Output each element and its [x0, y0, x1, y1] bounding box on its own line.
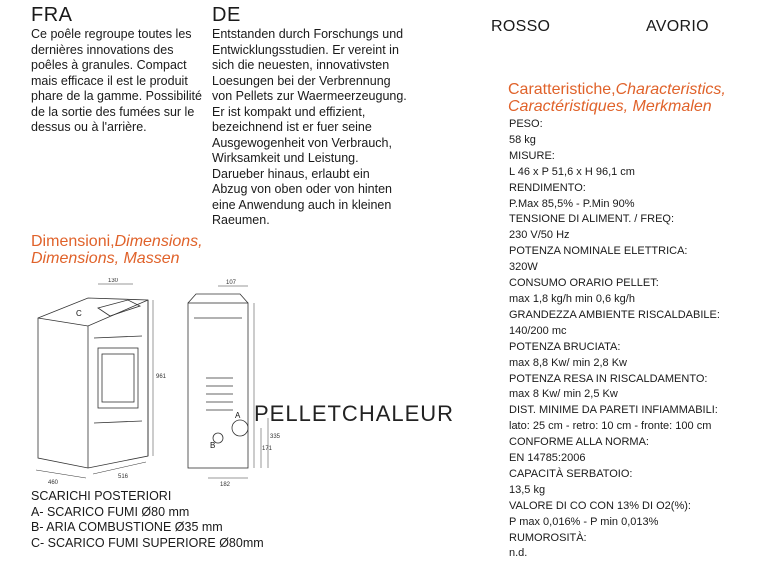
spec-value: max 8 Kw/ min 2,5 Kw	[509, 388, 618, 401]
spec-value: max 8,8 Kw/ min 2,8 Kw	[509, 356, 627, 369]
drawing-top-dimension: 130	[108, 278, 119, 284]
stove-panel-line	[94, 336, 142, 338]
german-line: Raeumen.	[212, 213, 270, 227]
french-text	[31, 27, 211, 136]
spec-label: CONSUMO ORARIO PELLET:	[509, 277, 659, 290]
color-rosso-label: ROSSO	[491, 18, 551, 35]
drawing-label-b: B	[210, 441, 216, 450]
scarichi-item: C- SCARICO FUMI SUPERIORE Ø80mm	[31, 535, 264, 550]
spec-value: P.Max 85,5% - P.Min 90%	[509, 197, 635, 210]
french-heading: FRA	[31, 4, 73, 26]
french-line: phare de la gamme. Possibilité	[31, 89, 202, 103]
spec-value: 13,5 kg	[509, 483, 546, 496]
spec-label: POTENZA BRUCIATA:	[509, 340, 621, 353]
german-text	[212, 27, 427, 229]
specs-list	[509, 117, 769, 562]
german-line: bezeichnend ist er fuer seine	[212, 120, 372, 134]
french-line: mais efficace il est le produit	[31, 73, 188, 88]
french-line: dernières innovations des	[31, 42, 174, 57]
dimensions-title-plain: Dimensioni,	[31, 233, 115, 250]
spec-label: POTENZA NOMINALE ELETTRICA:	[509, 245, 688, 258]
stove-panel-line	[94, 421, 142, 423]
spec-value: max 1,8 kg/h min 0,6 kg/h	[509, 292, 635, 305]
german-line: Entwicklungsstudien. Er vereint in	[212, 42, 399, 57]
color-avorio-label: AVORIO	[646, 18, 709, 35]
spec-value: 230 V/50 Hz	[509, 229, 570, 242]
german-line: eine Anwendung auch in kleinen	[212, 197, 392, 212]
french-line: poêles à granules. Compact	[31, 58, 187, 72]
characteristics-title	[508, 81, 726, 115]
spec-value: EN 14785:2006	[509, 452, 586, 465]
spec-label: TENSIONE DI ALIMENT. / FREQ:	[509, 213, 675, 226]
characteristics-title-line2: Caractéristiques, Merkmalen	[508, 98, 712, 115]
spec-value: P max 0,016% - P min 0,013%	[509, 515, 659, 528]
stove-glass-door	[98, 348, 138, 408]
depth-dimension-line	[93, 462, 146, 474]
scarichi-item: B- ARIA COMBUSTIONE Ø35 mm	[31, 520, 223, 534]
scarichi-item: A- SCARICO FUMI Ø80 mm	[31, 504, 190, 519]
exhaust-outlet-a	[232, 420, 248, 436]
german-line: Ausgewogenheit von Verbrauch,	[212, 135, 392, 150]
dimensions-title	[31, 233, 203, 267]
spec-value: 140/200 mc	[509, 324, 567, 337]
german-line: Er ist kompakt und effizient,	[212, 104, 366, 119]
rear-view-top	[188, 294, 248, 303]
german-line: von Pellets zur Waermeerzeugung.	[212, 89, 407, 103]
scarichi-heading: SCARICHI POSTERIORI	[31, 489, 172, 503]
watermark: PELLETCHALEUR	[254, 401, 455, 426]
spec-label: RUMOROSITÀ:	[509, 531, 587, 544]
german-line: Entstanden durch Forschungs und	[212, 27, 404, 41]
drawing-label-c: C	[76, 309, 82, 318]
german-line: Abzug von oben oder von hinten	[212, 182, 392, 196]
drawing-dim-171: 171	[262, 446, 273, 452]
spec-label: POTENZA RESA IN RISCALDAMENTO:	[509, 372, 708, 385]
drawing-rear-bottom-dimension: 182	[220, 482, 231, 488]
spec-value: 58 kg	[509, 133, 536, 146]
spec-label: RENDIMENTO:	[509, 181, 586, 194]
french-line: Ce poêle regroupe toutes les	[31, 27, 192, 41]
german-line: Wirksamkeit und Leistung.	[212, 151, 359, 165]
characteristics-title-italic: Characteristics,	[615, 81, 726, 98]
spec-label: CAPACITÀ SERBATOIO:	[509, 467, 633, 480]
drawing-depth-dimension: 516	[118, 474, 129, 480]
drawing-rear-top-dimension: 107	[226, 280, 237, 286]
drawing-dim-335: 335	[270, 434, 281, 440]
spec-value: L 46 x P 51,6 x H 96,1 cm	[509, 165, 635, 178]
characteristics-title-plain: Caratteristiche,	[508, 81, 616, 98]
width-dimension-line	[36, 470, 86, 478]
stove-technical-drawing	[28, 278, 290, 488]
stove-glass-inner	[102, 354, 134, 402]
drawing-label-a: A	[235, 411, 241, 420]
spec-label: PESO:	[509, 118, 543, 130]
german-line: sich die neuesten, innovativsten	[212, 58, 390, 72]
spec-label: DIST. MINIME DA PARETI INFIAMMABILI:	[509, 404, 718, 417]
french-line: de la sortie des fumées sur le	[31, 104, 195, 119]
scarichi-list	[31, 489, 291, 551]
stove-top-edge	[38, 300, 148, 326]
spec-label: MISURE:	[509, 149, 555, 162]
spec-value: n.d.	[509, 547, 528, 560]
spec-label: VALORE DI CO CON 13% DI O2(%):	[509, 499, 691, 512]
german-heading: DE	[212, 4, 241, 26]
rear-vent-grid	[206, 378, 233, 410]
dimensions-title-line2: Dimensions, Massen	[31, 250, 180, 267]
spec-value: lato: 25 cm - retro: 10 cm - fronte: 100 cm	[509, 420, 712, 433]
stove-top-outlet	[98, 300, 140, 316]
dimensions-title-italic: Dimensions,	[114, 233, 203, 250]
german-line: Darueber hinaus, erlaubt ein	[212, 166, 370, 181]
spec-label: GRANDEZZA AMBIENTE RISCALDABILE:	[509, 308, 720, 321]
spec-value: 320W	[509, 261, 538, 274]
spec-label: CONFORME ALLA NORMA:	[509, 436, 649, 449]
drawing-height-dimension: 961	[156, 374, 167, 380]
french-line: dessus ou à l'arrière.	[31, 120, 147, 134]
drawing-width-dimension: 460	[48, 480, 59, 486]
german-line: Loesungen bei der Verbrennung	[212, 73, 391, 88]
